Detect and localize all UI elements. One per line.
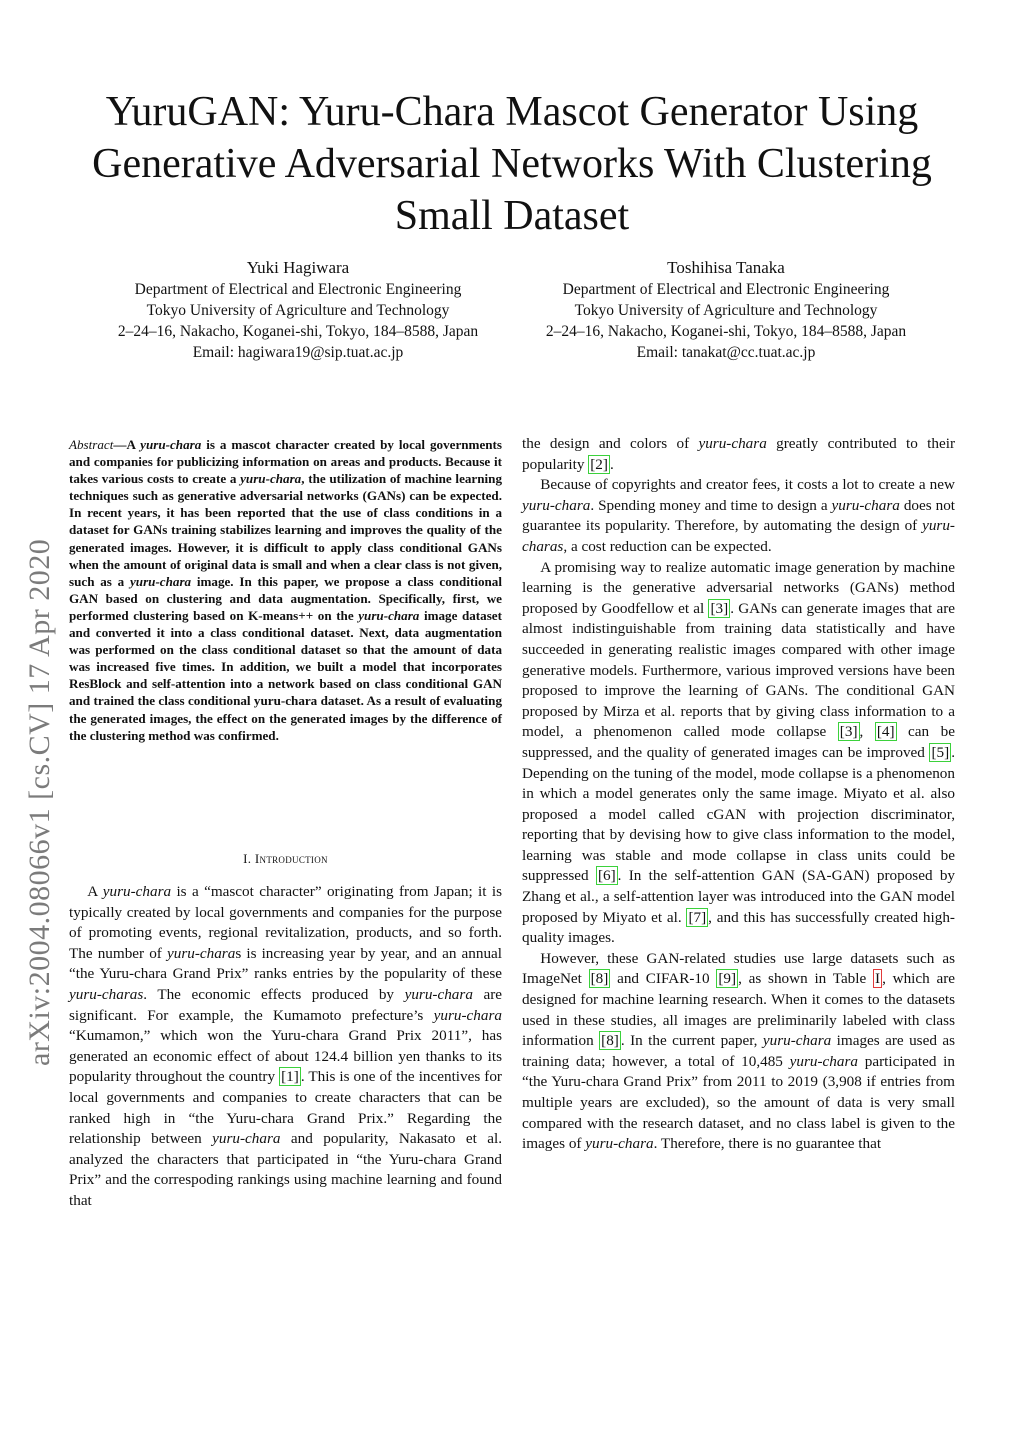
title-line-3: Small Dataset bbox=[394, 193, 630, 239]
paragraph: the design and colors of yuru-chara greatly contributed to their popularity [2] . bbox=[522, 435, 956, 473]
abstract-label: Abstract bbox=[69, 437, 114, 452]
author-univ: Tokyo University of Agriculture and Technology bbox=[146, 302, 450, 319]
author-block-1 bbox=[88, 257, 508, 363]
author-name: Yuki Hagiwara bbox=[246, 258, 350, 277]
title-line-1: YuruGAN: Yuru-Chara Mascot Generator Using bbox=[105, 89, 919, 135]
abstract-term: yuru-chara bbox=[140, 437, 202, 452]
paper-title bbox=[60, 86, 964, 242]
section-heading-introduction bbox=[69, 850, 502, 868]
table-ref-link[interactable]: I bbox=[875, 970, 881, 988]
citation-link[interactable]: [6] bbox=[597, 867, 616, 885]
abstract-text: is a mascot character created by local governments and companies for publicizing information on areas and products. Because it takes various costs to create a bbox=[69, 437, 502, 487]
abstract-term: yuru-chara bbox=[358, 607, 420, 623]
abstract-text: image dataset and converted it into a class conditional dataset. Next, data augmentation was performed on the class conditional dataset so that the amount of data was increased five times. In addition, we built a model that incorporates ResBlock and self-attention into a network based on class conditional GAN and trained the class conditional yuru-chara dataset. As a result of evaluating the generated images, the effect on the generated images by the difference of the clustering method was confirmed. bbox=[69, 607, 502, 743]
author-address: 2–24–16, Nakacho, Koganei-shi, Tokyo, 184–8588, Japan bbox=[545, 323, 907, 340]
author-dept: Department of Electrical and Electronic Engineering bbox=[134, 281, 462, 298]
citation-link[interactable]: [7] bbox=[688, 908, 707, 926]
paragraph: A promising way to realize automatic image generation by machine learning is the generative adversarial networks (GANs) method proposed by Goodfellow et al [3] . GANs can generate images that are almost indistinguishable from training data statistically and have succeeded in generating realistic images compared with other image generative models. Furthermore, various improved versions have been proposed to improve the learning of GANs. The conditional GAN proposed by Mirza et al. reports that by giving class information to a model, a phenomenon called mode collapse [3] , [4] can be suppressed, and the quality of generated images can be improved [5] . Depending on the tuning of the model, mode collapse is a phenomenon in which a model generates only the same image. Miyato et al. also proposed a model called cGAN with projection discriminator, reporting that by devising how to give class information to the model, learning was stable and mode collapse in class units could be suppressed [6] . In the self-attention GAN (SA-GAN) proposed by Zhang et al., a self-attention layer was introduced into the GAN model proposed by Miyato et al. [7] , and this has successfully created high-quality images. bbox=[522, 558, 956, 947]
arxiv-stamp: arXiv:2004.08066v1 [cs.CV] 17 Apr 2020 bbox=[23, 538, 56, 1066]
author-email: Email: hagiwara19@sip.tuat.ac.jp bbox=[192, 344, 404, 361]
author-address: 2–24–16, Nakacho, Koganei-shi, Tokyo, 184–8588, Japan bbox=[117, 323, 479, 340]
left-column-body bbox=[69, 882, 502, 1212]
right-column-body bbox=[522, 434, 955, 1155]
author-dept: Department of Electrical and Electronic Engineering bbox=[562, 281, 890, 298]
title-line-2: Generative Adversarial Networks With Clustering bbox=[92, 141, 932, 187]
author-email: Email: tanakat@cc.tuat.ac.jp bbox=[636, 344, 816, 361]
citation-link[interactable]: [4] bbox=[876, 723, 895, 741]
abstract-text: , the utilization of machine learning techniques such as generative adversarial networks (GANs) can be expected. In recent years, it has been reported that the use of class conditions in a dataset for GANs training stabilizes learning and improves the quality of the generated images. However, it is difficult to apply class conditional GANs when the amount of original data is small and when a clear class is not given, such as a bbox=[69, 471, 502, 589]
abstract-term: yuru-chara bbox=[129, 573, 192, 589]
abstract-term: yuru-chara bbox=[240, 471, 302, 487]
paragraph: A yuru-chara is a “mascot character” originating from Japan; it is typically created by local governments and companies for the purpose of promoting events, regional revitalization, products, and so forth. The number of yuru-charas is increasing year by year, and an annual “the Yuru-chara Grand Prix” ranks entries by the popularity of these yuru-charas. The economic effects produced by yuru-chara are significant. For example, the Kumamoto prefecture’s yuru-chara “Kumamon,” which won the Yuru-chara Grand Prix 2011”, has generated an economic effect of about 124.4 billion yen thanks to its popularity throughout the country [1] . This is one of the incentives for local governments and companies to create characters that can be ranked high in “the Yuru-chara Grand Prix.” Regarding the relationship between yuru-chara and popularity, Nakasato et al. analyzed the characters that participated in “the Yuru-chara Grand Prix” and the correspoding rankings using machine learning and found that bbox=[69, 883, 503, 1209]
author-block-2 bbox=[516, 257, 936, 363]
paragraph: However, these GAN-related studies use large datasets such as ImageNet [8] and CIFAR-10 [9] , as shown in Table I , which are designed for machine learning research. When it comes to the datasets used in these studies, all images are preliminarily labeled with class information [8] . In the current paper, yuru-chara images are used as training data; however, a total of 10,485 yuru-chara participated in “the Yuru-chara Grand Prix” from 2011 to 2019 (3,908 if entries from multiple years are excluded), so the amount of data is very small compared with the research dataset, and no class label is given to the images of yuru-chara. Therefore, there is no guarantee that bbox=[522, 949, 956, 1153]
author-name: Toshihisa Tanaka bbox=[667, 258, 785, 277]
citation-link[interactable]: [1] bbox=[281, 1068, 299, 1086]
citation-link[interactable]: [8] bbox=[601, 1032, 619, 1050]
section-number: I. bbox=[243, 851, 255, 866]
citation-link[interactable]: [5] bbox=[931, 743, 950, 761]
citation-link[interactable]: [3] bbox=[710, 599, 729, 617]
section-title: Introduction bbox=[254, 851, 328, 866]
abstract bbox=[69, 436, 502, 744]
paragraph: Because of copyrights and creator fees, it costs a lot to create a new yuru-chara. Spending money and time to design a yuru-chara does not guarantee its popularity. Therefore, by automating the design of yuru-charas, a cost reduction can be expected. bbox=[522, 476, 956, 555]
citation-link[interactable]: [8] bbox=[590, 970, 609, 988]
abstract-text: —A bbox=[113, 437, 141, 452]
citation-link[interactable]: [3] bbox=[839, 723, 858, 741]
citation-link[interactable]: [2] bbox=[590, 455, 608, 473]
author-univ: Tokyo University of Agriculture and Technology bbox=[574, 302, 878, 319]
abstract-text: image. In this paper, we propose a class conditional GAN based on clustering and data augmentation. Specifically, first, we performed clustering based on K-means++ on the bbox=[69, 573, 502, 623]
citation-link[interactable]: [9] bbox=[718, 970, 737, 988]
